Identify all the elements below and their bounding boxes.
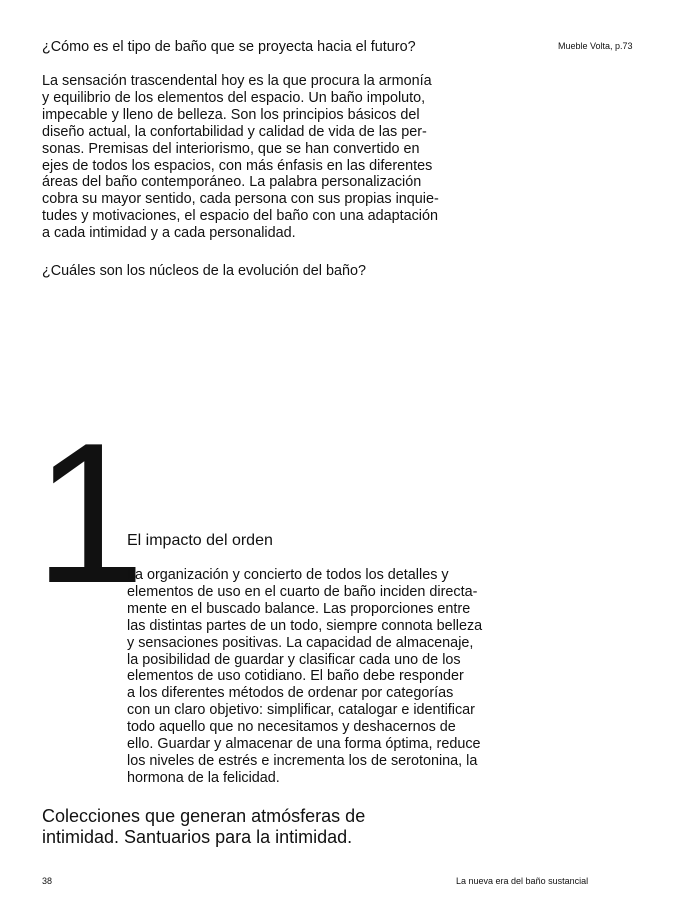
intro-line: impecable y lleno de belleza. Son los principios básicos del [42, 106, 420, 123]
intro-line: y equilibrio de los elementos del espacio. Un baño impoluto, [42, 89, 426, 106]
section-line: todo aquello que no necesitamos y deshacernos de [127, 719, 456, 736]
section-line: y sensaciones positivas. La capacidad de almacenaje, [127, 634, 474, 651]
intro-paragraph [42, 73, 462, 242]
intro-line: cobra su mayor sentido, cada persona con sus propias inquie- [42, 191, 439, 208]
intro-line: áreas del baño contemporáneo. La palabra personalización [42, 174, 422, 191]
publication-title: La nueva era del baño sustancial [456, 876, 589, 886]
section-line: las distintas partes de un todo, siempre connota belleza [127, 617, 483, 634]
closing-line: intimidad. Santuarios para la intimidad. [42, 827, 353, 847]
intro-line: tudes y motivaciones, el espacio del baño con una adaptación [42, 208, 439, 225]
section-line: la posibilidad de guardar y clasificar cada uno de los [127, 651, 461, 668]
intro-line: ejes de todos los espacios, con más énfasis en las diferentes [42, 157, 433, 174]
closing-statement [42, 806, 462, 848]
section-line: elementos de uso en el cuarto de baño inciden directa- [127, 583, 478, 600]
product-reference: Mueble Volta, p.73 [558, 41, 633, 51]
section-line: los niveles de estrés e incrementa los de serotonina, la [127, 752, 478, 769]
question-heading-evolution: ¿Cuáles son los núcleos de la evolución del baño? [42, 263, 367, 279]
closing-line: Colecciones que generan atmósferas de [42, 806, 366, 826]
section-line: La organización y concierto de todos los detalles y [127, 567, 449, 583]
intro-line: a cada intimidad y a cada personalidad. [42, 225, 296, 242]
intro-line: La sensación trascendental hoy es la que procura la armonía [42, 73, 432, 89]
question-heading-future: ¿Cómo es el tipo de baño que se proyecta hacia el futuro? [42, 39, 416, 55]
intro-line: diseño actual, la confortabilidad y calidad de vida de las per- [42, 123, 427, 140]
section-number: 1 [34, 402, 138, 625]
section-title: El impacto del orden [127, 532, 273, 549]
section-line: elementos de uso cotidiano. El baño debe responder [127, 668, 464, 685]
section-line: mente en el buscado balance. Las proporciones entre [127, 600, 471, 617]
section-line: hormona de la felicidad. [127, 769, 280, 786]
page-number: 38 [42, 876, 53, 886]
intro-line: sonas. Premisas del interiorismo, que se han convertido en [42, 140, 420, 157]
section-line: a los diferentes métodos de ordenar por categorías [127, 685, 454, 702]
section-line: ello. Guardar y almacenar de una forma óptima, reduce [127, 736, 481, 753]
section-line: con un claro objetivo: simplificar, catalogar e identificar [127, 702, 475, 719]
section-paragraph [127, 567, 507, 787]
